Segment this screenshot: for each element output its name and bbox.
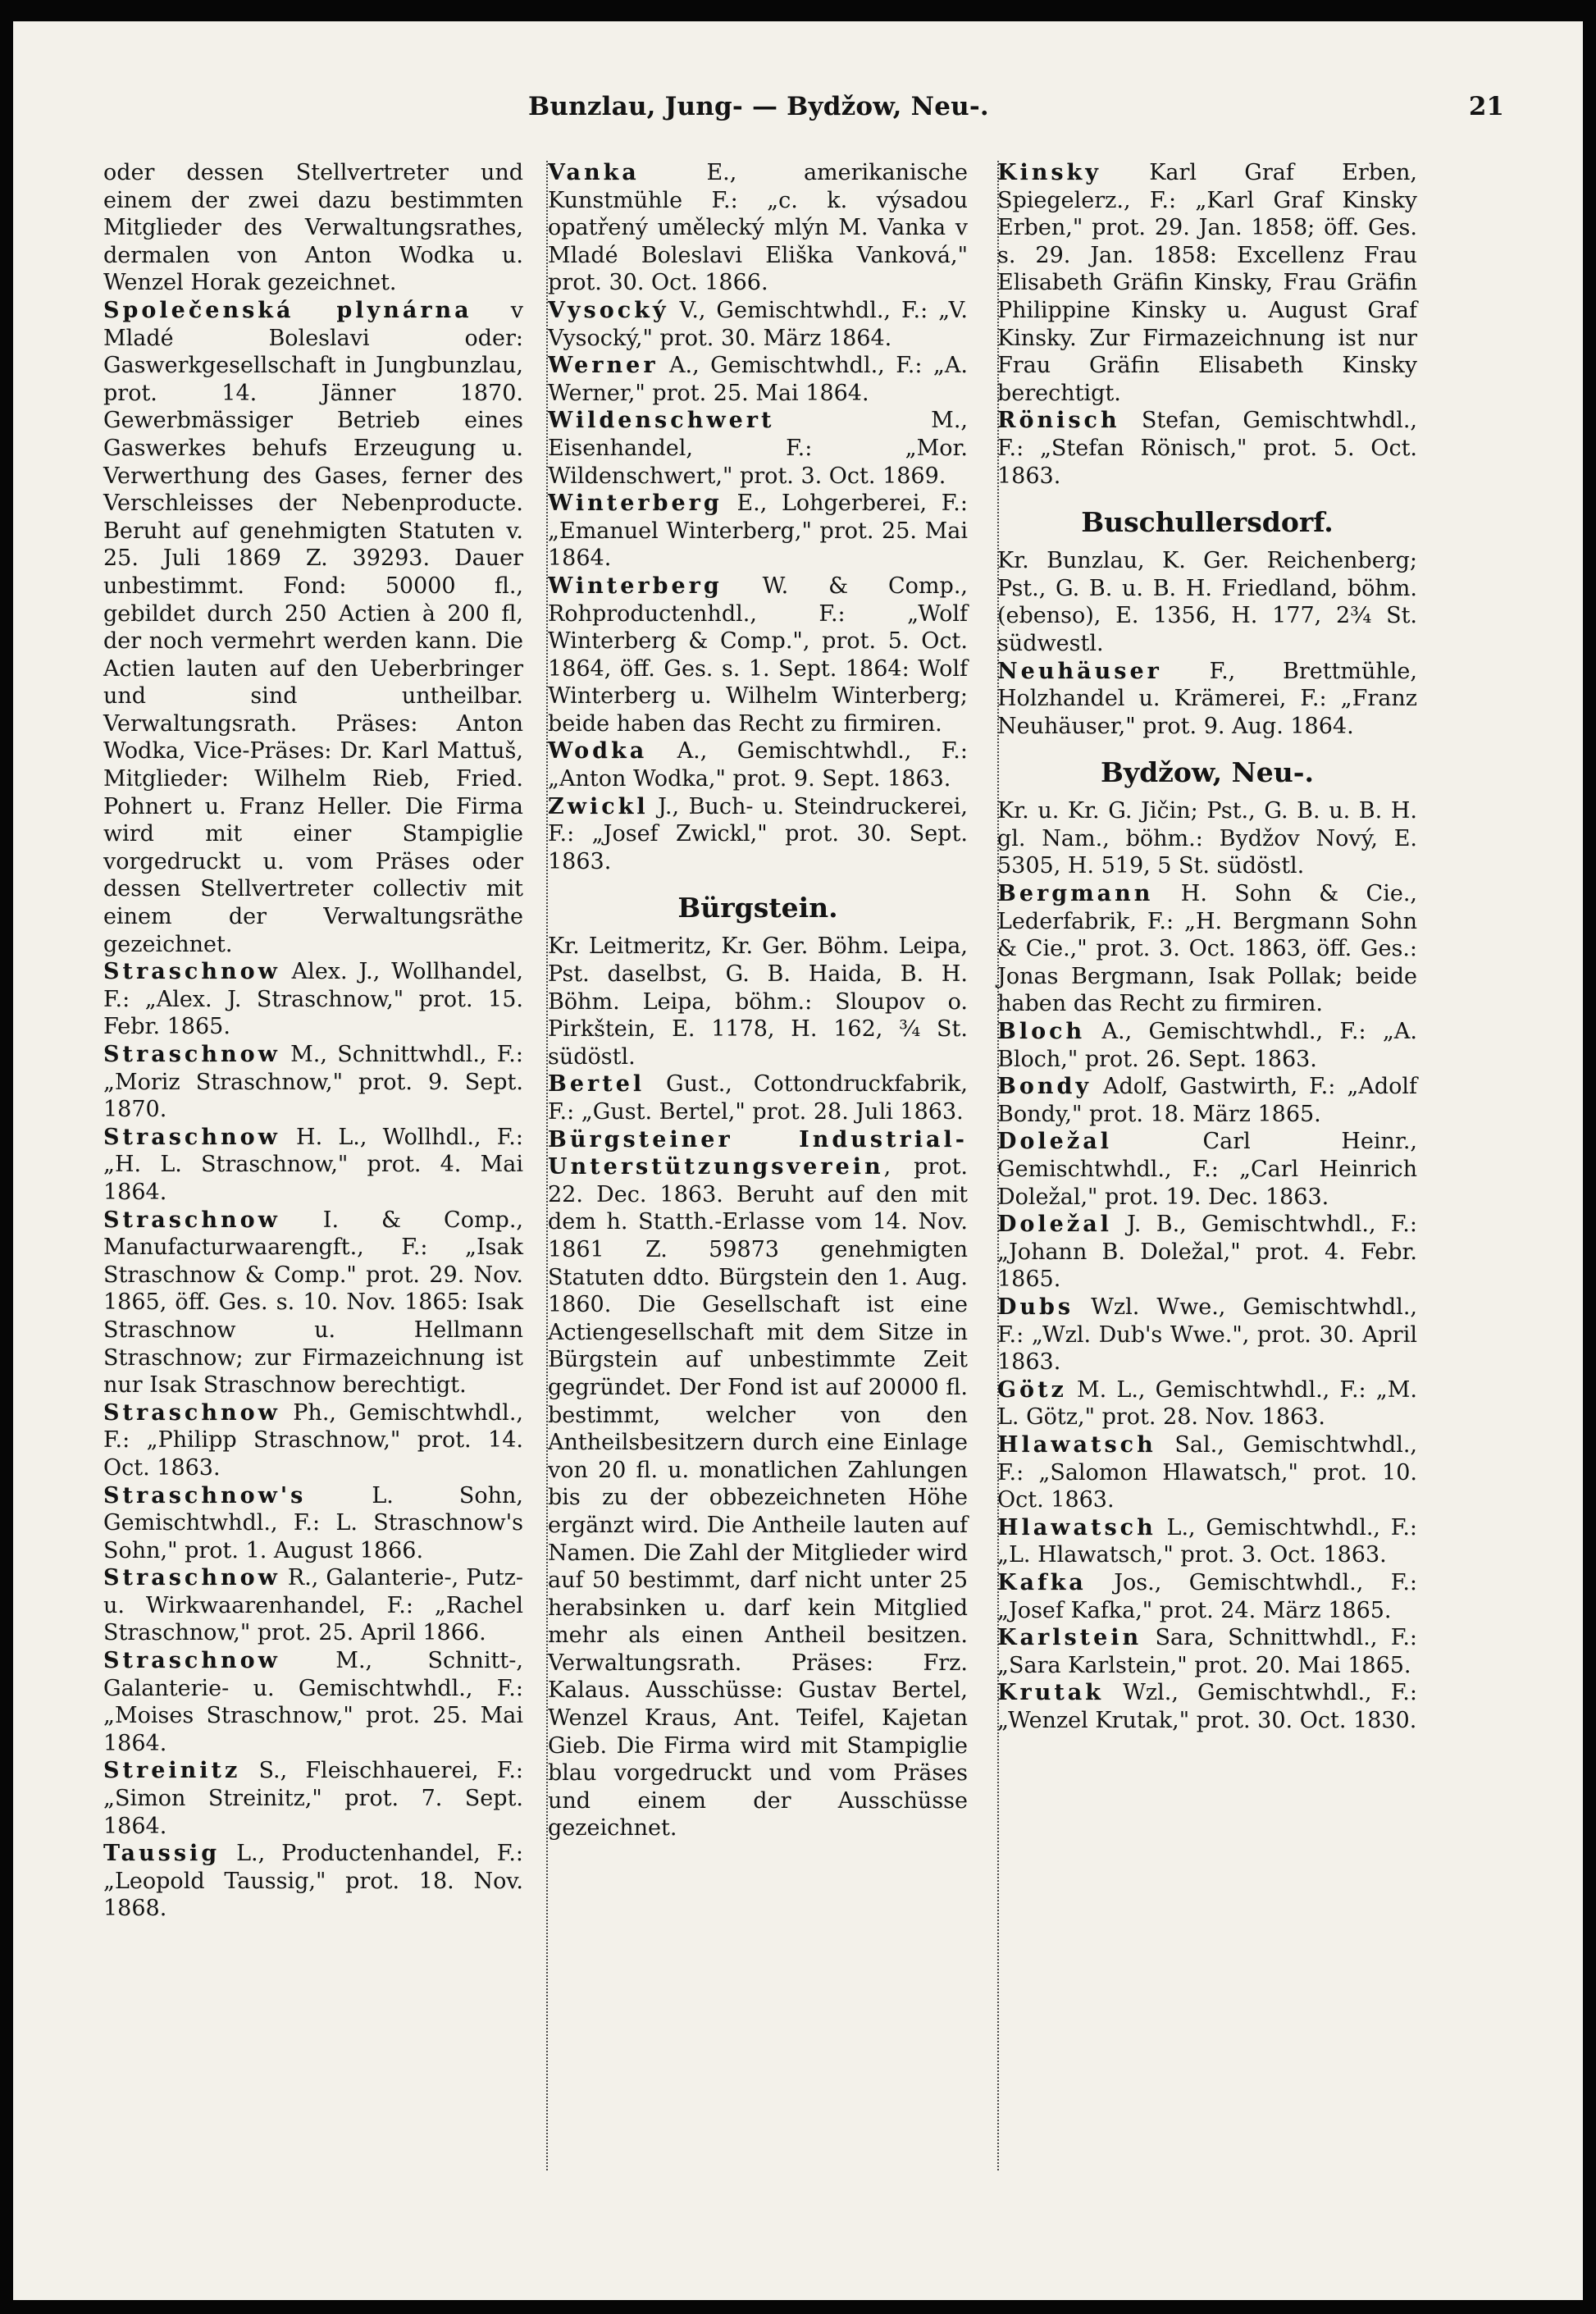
register-entry	[103, 1399, 523, 1482]
entry-text: A., Gemischtwhdl., F.: „A. Werner," prot. 25. Mai 1864.	[548, 353, 968, 406]
entry-name: Streinitz	[103, 1758, 241, 1784]
entry-name: Rönisch	[997, 408, 1120, 434]
register-entry	[103, 1647, 523, 1757]
register-entry	[103, 1207, 523, 1399]
column-2	[548, 159, 968, 1842]
register-entry	[548, 490, 968, 573]
entry-text: Gust., Cottondruckfabrik, F.: „Gust. Bertel," prot. 28. Juli 1863.	[548, 1071, 968, 1125]
entry-text: Sal., Gemischtwhdl., F.: „Salomon Hlawatsch," prot. 10. Oct. 1863.	[997, 1431, 1417, 1513]
entry-name: Krutak	[997, 1680, 1104, 1706]
entry-name: Straschnow	[103, 1399, 280, 1426]
entry-text: L., Gemischtwhdl., F.: „L. Hlawatsch," prot. 3. Oct. 1863.	[997, 1514, 1417, 1568]
entry-text: W. & Comp., Rohproductenhdl., F.: „Wolf Winterberg & Comp.", prot. 5. Oct. 1864, öff. Ges. s. 1. Sept. 1864: Wolf Winterberg u. Wilhelm Winterberg; beide haben das Recht zu firmiren.	[548, 573, 968, 737]
entry-name: Hlawatsch	[997, 1514, 1156, 1540]
register-entry	[103, 1564, 523, 1647]
register-entry	[548, 159, 968, 297]
entry-text: I. & Comp., Manufacturwaarengft., F.: „Isak Straschnow & Comp." prot. 29. Nov. 1865, öff. Ges. s. 10. Nov. 1865: Isak Straschnow u. Hellmann Straschnow; zur Firmazeichnung ist nur Isak Straschnow berechtigt.	[103, 1207, 523, 1399]
entry-text: S., Fleischhauerei, F.: „Simon Streinitz," prot. 7. Sept. 1864.	[103, 1758, 523, 1839]
entry-text: oder dessen Stellvertreter und einem der zwei dazu bestimmten Mitglieder des Verwaltungsrathes, dermalen von Anton Wodka u. Wenzel Horak gezeichnet.	[103, 160, 523, 296]
entry-name: Götz	[997, 1376, 1067, 1403]
entry-name: Straschnow	[103, 1124, 280, 1150]
entry-text: Stefan, Gemischtwhdl., F.: „Stefan Rönisch," prot. 5. Oct. 1863.	[997, 408, 1417, 489]
register-entry	[103, 1041, 523, 1124]
register-entry	[548, 573, 968, 738]
register-entry	[997, 1376, 1417, 1431]
page-number: 21	[1468, 92, 1504, 121]
register-entry	[997, 1431, 1417, 1514]
entry-text: L., Productenhandel, F.: „Leopold Taussig," prot. 18. Nov. 1868.	[103, 1841, 523, 1922]
place-heading: Buschullersdorf.	[1081, 506, 1334, 539]
running-header	[13, 85, 1583, 131]
entry-name: Hlawatsch	[997, 1431, 1156, 1458]
register-entry	[103, 1124, 523, 1207]
entry-name: Bergmann	[997, 881, 1154, 907]
entry-text: Jos., Gemischtwhdl., F.: „Josef Kafka," prot. 24. März 1865.	[997, 1569, 1417, 1623]
entry-name: Taussig	[103, 1841, 221, 1867]
register-entry	[548, 1070, 968, 1125]
entry-text: Wzl. Wwe., Gemischtwhdl., F.: „Wzl. Dub's Wwe.", prot. 30. April 1863.	[997, 1294, 1417, 1376]
entry-name: Neuhäuser	[997, 658, 1162, 684]
book-page	[13, 21, 1583, 2300]
entry-text: E., amerikanische Kunstmühle F.: „c. k. výsadou opatřený umělecký mlýn M. Vanka v Mladé Boleslavi Eliška Vanková," prot. 30. Oct. 1866.	[548, 160, 968, 296]
entry-text: Alex. J., Wollhandel, F.: „Alex. J. Straschnow," prot. 15. Febr. 1865.	[103, 959, 523, 1040]
register-entry	[103, 297, 523, 958]
register-entry	[997, 1679, 1417, 1734]
entry-text: H. Sohn & Cie., Lederfabrik, F.: „H. Bergmann Sohn & Cie.," prot. 3. Oct. 1863, öff. Ges.: Jonas Bergmann, Isak Pollak; beide haben das Recht zu firmiren.	[997, 881, 1417, 1017]
register-entry	[548, 1126, 968, 1842]
entry-text: R., Galanterie-, Putz- u. Wirkwaarenhandel, F.: „Rachel Straschnow," prot. 25. April 1866.	[103, 1565, 523, 1646]
place-description: Kr. Bunzlau, K. Ger. Reichenberg; Pst., G. B. u. B. H. Friedland, böhm. (ebenso), E. 1356, H. 177, 2¾ St. südwestl.	[997, 548, 1417, 656]
register-entry	[548, 737, 968, 792]
place-heading: Bydžow, Neu-.	[1101, 756, 1314, 789]
entry-text: Carl Heinr., Gemischtwhdl., F.: „Carl Heinrich Doležal," prot. 19. Dec. 1863.	[997, 1129, 1417, 1210]
entry-name: Doležal	[997, 1129, 1112, 1155]
entry-name: Společenská plynárna	[103, 297, 472, 323]
register-entry	[997, 880, 1417, 1018]
entry-name: Karlstein	[997, 1625, 1142, 1651]
entry-name: Bertel	[548, 1071, 645, 1098]
register-entry	[997, 1128, 1417, 1211]
register-entry	[997, 1073, 1417, 1128]
entry-name: Straschnow	[103, 1207, 280, 1233]
entry-text: , prot. 22. Dec. 1863. Beruht auf den mit dem h. Statth.-Erlasse vom 14. Nov. 1861 Z. 59873 genehmigten Statuten ddto. Bürgstein den 1. Aug. 1860. Die Gesellschaft ist eine Actiengesellschaft mit dem Sitze in Bürgstein auf unbestimmte Zeit gegründet. Der Fond ist auf 20000 fl. bestimmt, welcher von den Antheilsbesitzern durch eine Einlage von 20 fl. u. monatlichen Zahlungen bis zu der obbezeichneten Höhe ergänzt wird. Die Antheile lauten auf Namen. Die Zahl der Mitglieder wird auf 50 bestimmt, darf nicht unter 25 herabsinken u. darf kein Mitglied mehr als einen Antheil besitzen. Verwaltungsrath. Präses: Frz. Kalaus. Ausschüsse: Gustav Bertel, Wenzel Kraus, Ant. Teifel, Kajetan Gieb. Die Firma wird mit Stampiglie blau vorgedruckt und vom Präses und einem der Ausschüsse gezeichnet.	[548, 1154, 968, 1842]
entry-name: Bloch	[997, 1019, 1086, 1045]
entry-name: Winterberg	[548, 573, 723, 599]
entry-name: Dubs	[997, 1294, 1074, 1320]
entry-text: Karl Graf Erben, Spiegelerz., F.: „Karl Graf Kinsky Erben," prot. 29. Jan. 1858; öff. Ges. s. 29. Jan. 1858: Excellenz Frau Elisabeth Gräfin Kinsky, Frau Gräfin Philippine Kinsky u. August Graf Kinsky. Zur Firmazeichnung ist nur Frau Gräfin Elisabeth Kinsky berechtigt.	[997, 160, 1417, 406]
entry-text: M., Eisenhandel, F.: „Mor. Wildenschwert," prot. 3. Oct. 1869.	[548, 408, 968, 489]
entry-text: Sara, Schnittwhdl., F.: „Sara Karlstein," prot. 20. Mai 1865.	[997, 1625, 1417, 1678]
entry-name: Bondy	[997, 1074, 1092, 1100]
register-entry	[997, 658, 1417, 741]
entry-text: M., Schnitt-, Galanterie- u. Gemischtwhdl., F.: „Moises Straschnow," prot. 25. Mai 1864.	[103, 1648, 523, 1756]
entry-name: Vysocký	[548, 297, 669, 323]
place-heading: Bürgstein.	[677, 892, 838, 924]
entry-text: H. L., Wollhdl., F.: „H. L. Straschnow," prot. 4. Mai 1864.	[103, 1124, 523, 1205]
entry-name: Straschnow	[103, 1565, 280, 1591]
register-entry	[997, 1018, 1417, 1073]
register-entry	[548, 793, 968, 876]
entry-text: Ph., Gemischtwhdl., F.: „Philipp Straschnow," prot. 14. Oct. 1863.	[103, 1399, 523, 1481]
entry-text: Adolf, Gastwirth, F.: „Adolf Bondy," prot. 18. März 1865.	[997, 1074, 1417, 1127]
register-entry	[103, 159, 523, 297]
register-entry	[997, 407, 1417, 490]
place-description: Kr. u. Kr. G. Jičin; Pst., G. B. u. B. H. gl. Nam., böhm.: Bydžov Nový, E. 5305, H. 519, 5 St. südöstl.	[997, 798, 1417, 879]
entry-name: Straschnow	[103, 1648, 280, 1674]
entry-name: Doležal	[997, 1212, 1112, 1238]
register-entry	[103, 1840, 523, 1923]
place-description: Kr. Leitmeritz, Kr. Ger. Böhm. Leipa, Pst. daselbst, G. B. Haida, B. H. Böhm. Leipa, böhm.: Sloupov o. Pirkštein, E. 1178, H. 162, ¾ St. südöstl.	[548, 933, 968, 1070]
entry-name: Zwickl	[548, 793, 649, 819]
entry-text: L. Sohn, Gemischtwhdl., F.: L. Straschnow's Sohn," prot. 1. August 1866.	[103, 1482, 523, 1563]
entry-name: Vanka	[548, 160, 640, 185]
entry-text: J., Buch- u. Steindruckerei, F.: „Josef Zwickl," prot. 30. Sept. 1863.	[548, 793, 968, 874]
entry-text: A., Gemischtwhdl., F.: „Anton Wodka," prot. 9. Sept. 1863.	[548, 738, 968, 792]
entry-text: v Mladé Boleslavi oder: Gaswerkgesellschaft in Jungbunzlau, prot. 14. Jänner 1870. Gewerbmässiger Betrieb eines Gaswerkes behufs Erzeugung u. Verwerthung des Gases, ferner des Verschleisses der Nebenproducte. Beruht auf genehmigten Statuten v. 25. Juli 1869 Z. 39293. Dauer unbestimmt. Fond: 50000 fl., gebildet durch 250 Actien à 200 fl, der noch vermehrt werden kann. Die Actien lauten auf den Ueberbringer und sind untheilbar. Verwaltungsrath. Präses: Anton Wodka, Vice-Präses: Dr. Karl Mattuš, Mitglieder: Wilhelm Rieb, Fried. Pohnert u. Franz Heller. Die Firma wird mit einer Stampiglie vorgedruckt u. vom Präses oder dessen Stellvertreter collectiv mit einem der Verwaltungsräthe gezeichnet.	[103, 297, 523, 957]
register-entry	[548, 407, 968, 490]
register-entry	[997, 1294, 1417, 1376]
entry-name: Kinsky	[997, 160, 1101, 185]
entry-name: Kafka	[997, 1569, 1087, 1595]
entry-name: Wodka	[548, 738, 648, 764]
running-title: Bunzlau, Jung- — Bydžow, Neu-.	[528, 92, 989, 121]
register-entry	[548, 352, 968, 407]
register-entry	[103, 1482, 523, 1565]
register-entry	[548, 297, 968, 352]
entry-name: Straschnow	[103, 1042, 280, 1067]
entry-name: Wildenschwert	[548, 408, 775, 434]
entry-text: F., Brettmühle, Holzhandel u. Krämerei, F.: „Franz Neuhäuser," prot. 9. Aug. 1864.	[997, 658, 1417, 739]
register-entry	[997, 1569, 1417, 1624]
entry-text: M. L., Gemischtwhdl., F.: „M. L. Götz," prot. 28. Nov. 1863.	[997, 1376, 1417, 1431]
entry-text: V., Gemischtwhdl., F.: „V. Vysocký," prot. 30. März 1864.	[548, 297, 968, 351]
entry-text: M., Schnittwhdl., F.: „Moriz Straschnow," prot. 9. Sept. 1870.	[103, 1042, 523, 1123]
entry-name: Winterberg	[548, 491, 723, 517]
entry-text: A., Gemischtwhdl., F.: „A. Bloch," prot. 26. Sept. 1863.	[997, 1019, 1417, 1072]
register-entry	[997, 1211, 1417, 1294]
entry-name: Straschnow's	[103, 1482, 307, 1508]
entry-name: Bürgsteiner Industrial-Unterstützungsverein	[548, 1126, 968, 1180]
register-entry	[997, 159, 1417, 407]
entry-text: E., Lohgerberei, F.: „Emanuel Winterberg," prot. 25. Mai 1864.	[548, 491, 968, 572]
entry-text: J. B., Gemischtwhdl., F.: „Johann B. Doležal," prot. 4. Febr. 1865.	[997, 1212, 1417, 1293]
entry-name: Straschnow	[103, 959, 280, 985]
register-entry	[997, 1514, 1417, 1569]
register-entry	[103, 958, 523, 1041]
column-3	[997, 159, 1417, 1734]
column-1	[103, 159, 523, 1923]
register-entry	[103, 1757, 523, 1840]
register-entry	[997, 1624, 1417, 1679]
entry-name: Werner	[548, 353, 659, 379]
entry-text: Wzl., Gemischtwhdl., F.: „Wenzel Krutak," prot. 30. Oct. 1830.	[997, 1680, 1417, 1733]
